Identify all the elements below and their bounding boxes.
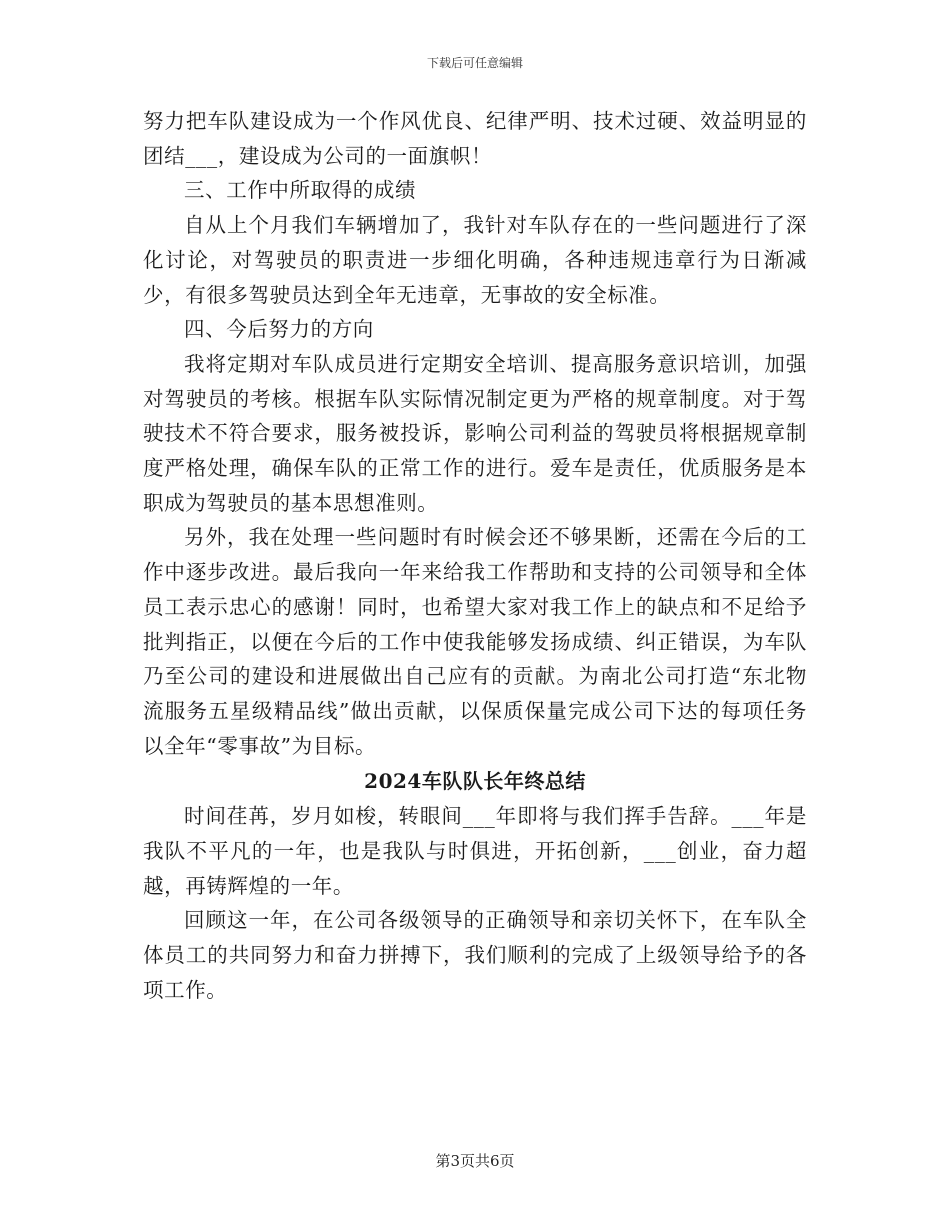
- paragraph-review: 回顾这一年，在公司各级领导的正确领导和亲切关怀下，在车队全体员工的共同努力和奋力拼搏下，我们顺利的完成了上级领导给予的各项工作。: [143, 908, 807, 1002]
- document-title: 2024车队队长年终总结: [364, 769, 586, 794]
- paragraph-closing: 另外，我在处理一些问题时有时候会还不够果断，还需在今后的工作中逐步改进。最后我向一年来给我工作帮助和支持的公司领导和全体员工表示忠心的感谢！同时，也希望大家对我工作上的缺点和不足给予批判指正，以便在今后的工作中使我能够发扬成绩、纠正错误，为车队乃至公司的建设和进展做出自己应有的贡献。为南北公司打造“东北物流服务五星级精品线”做出贡献，以保质保量完成公司下达的每项任务以全年“零事故”为目标。: [143, 525, 807, 758]
- section-heading-future-direction: 四、今后努力的方向: [184, 317, 374, 342]
- paragraph-intro: 时间荏苒，岁月如梭，转眼间___年即将与我们挥手告辞。___年是我队不平凡的一年，也是我队与时俱进，开拓创新，___创业，奋力超越，再铸辉煌的一年。: [143, 804, 807, 898]
- paragraph-continued: 努力把车队建设成为一个作风优良、纪律严明、技术过硬、效益明显的团结___，建设成为公司的一面旗帜！: [143, 109, 807, 168]
- page-number: 第3页共6页: [435, 1152, 515, 1170]
- document-body: [143, 104, 807, 1008]
- paragraph-future-plan: 我将定期对车队成员进行定期安全培训、提高服务意识培训，加强对驾驶员的考核。根据车队实际情况制定更为严格的规章制度。对于驾驶技术不符合要求，服务被投诉，影响公司利益的驾驶员将根据规章制度严格处理，确保车队的正常工作的进行。爱车是责任，优质服务是本职成为驾驶员的基本思想准则。: [143, 351, 807, 515]
- paragraph-achievements: 自从上个月我们车辆增加了，我针对车队存在的一些问题进行了深化讨论，对驾驶员的职责进一步细化明确，各种违规违章行为日渐减少，有很多驾驶员达到全年无违章，无事故的安全标准。: [143, 213, 807, 307]
- section-heading-achievements: 三、工作中所取得的成绩: [184, 178, 417, 203]
- page-header: 下载后可任意编辑: [426, 56, 523, 70]
